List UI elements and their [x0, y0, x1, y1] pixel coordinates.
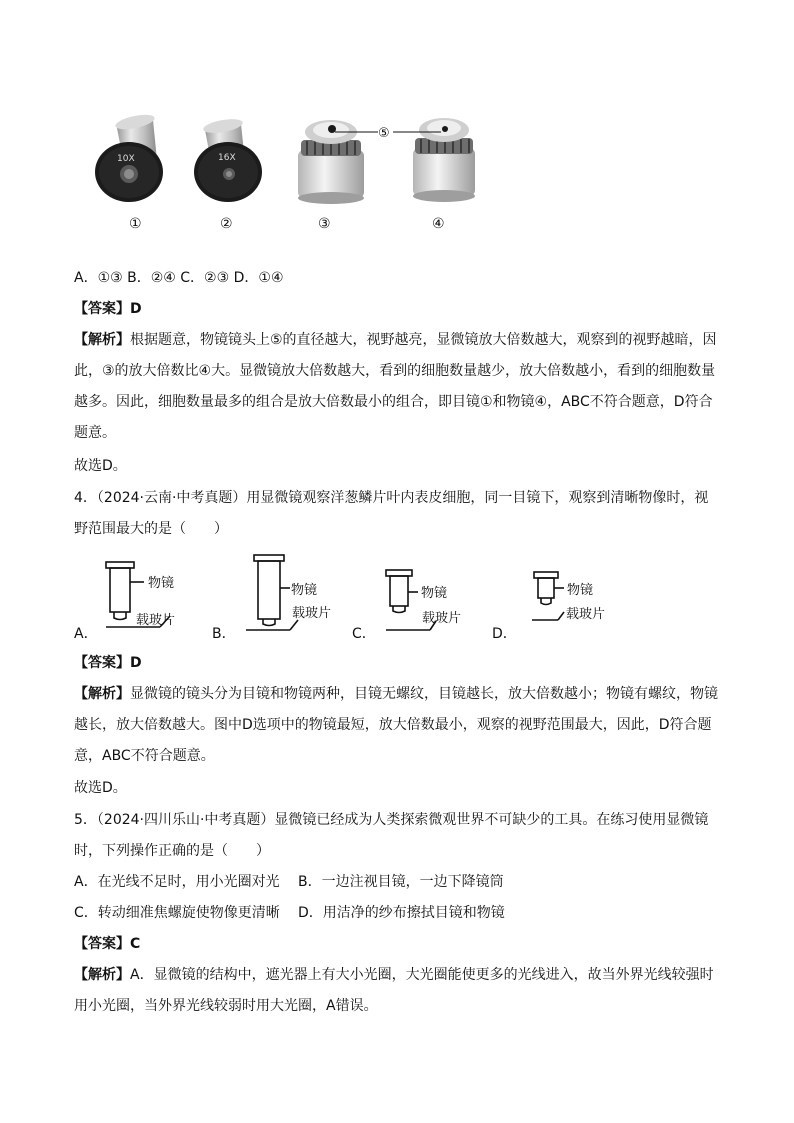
option-d-diagram — [532, 572, 564, 620]
q3-conclusion: 故选D。 — [74, 458, 127, 474]
objective-small — [413, 118, 475, 202]
q4-conclusion: 故选D。 — [74, 780, 127, 796]
objective-large — [298, 120, 364, 204]
q5-option-b: B．一边注视目镜，一边下降镜筒 — [298, 874, 504, 890]
q3-answer: 【答案】D — [74, 301, 142, 317]
q5-stem-line-1: 5．（2024·四川乐山·中考真题）显微镜已经成为人类探索微观世界不可缺少的工具。在练习使用显微镜 — [74, 812, 709, 828]
option-b-slide-label: 载玻片 — [292, 606, 332, 621]
analysis-text: 根据题意，物镜镜头上⑤的直径越大，视野越亮，显微镜放大倍数越大，观察到的视野越暗，因此，③的放大倍数比④大。显微镜放大倍数越大，看到的细胞数量越少，放大倍数越小，看到的细胞数量越多。因此，细胞数量最多的组合是放大倍数最小的组合，即目镜①和物镜④，ABC不符合题意，D符合题意。 — [74, 332, 717, 441]
option-c-objective-label: 物镜 — [421, 586, 448, 601]
q3-analysis — [74, 325, 724, 449]
analysis-tag: 【解析】 — [74, 967, 130, 983]
q4-stem-line-2: 野范围最大的是（ ） — [74, 521, 228, 537]
q5-option-c: C．转动细准焦螺旋使物像更清晰 — [74, 905, 280, 921]
eyepiece-1-mark: 10X — [117, 154, 135, 164]
q4-stem-line-1: 4．（2024·云南·中考真题）用显微镜观察洋葱鳞片叶内表皮细胞，同一目镜下，观察到清晰物像时，视 — [74, 490, 709, 506]
q5-answer: 【答案】C — [74, 936, 141, 952]
figure-caption-4: ④ — [432, 216, 445, 232]
option-a-letter: A． — [74, 626, 98, 642]
option-c-letter: C． — [352, 626, 376, 642]
figure-caption-3: ③ — [318, 216, 331, 232]
analysis-tag: 【解析】 — [74, 686, 130, 702]
q5-option-a: A．在光线不足时，用小光圈对光 — [74, 874, 280, 890]
option-b-objective-label: 物镜 — [291, 583, 318, 598]
figure-caption-2: ② — [220, 216, 233, 232]
analysis-text: A．显微镜的结构中，遮光器上有大小光圈，大光圈能使更多的光线进入，故当外界光线较强时用小光圈，当外界光线较弱时用大光圈，A错误。 — [74, 967, 714, 1014]
figure-caption-1: ① — [129, 216, 142, 232]
q4-answer: 【答案】D — [74, 655, 142, 671]
eyepiece-16x — [194, 117, 262, 202]
option-d-slide-label: 载玻片 — [566, 607, 606, 622]
callout-5-label: ⑤ — [378, 126, 390, 141]
analysis-text: 显微镜的镜头分为目镜和物镜两种，目镜无螺纹，目镜越长，放大倍数越小；物镜有螺纹，物镜越长，放大倍数越大。图中D选项中的物镜最短，放大倍数最小，观察的视野范围最大，因此，D符合题意，ABC不符合题意。 — [74, 686, 718, 764]
option-d-letter: D． — [492, 626, 517, 642]
analysis-tag: 【解析】 — [74, 332, 130, 348]
eyepiece-10x — [95, 112, 163, 202]
q3-options: A．①③ B．②④ C．②③ D．①④ — [74, 270, 284, 286]
option-a-objective-label: 物镜 — [148, 576, 175, 591]
q5-option-d: D．用洁净的纱布擦拭目镜和物镜 — [298, 905, 505, 921]
option-d-objective-label: 物镜 — [567, 583, 594, 598]
option-c-slide-label: 载玻片 — [422, 611, 462, 626]
option-a-slide-label: 载玻片 — [136, 613, 176, 628]
eyepiece-2-mark: 16X — [218, 153, 236, 163]
option-b-letter: B． — [212, 626, 236, 642]
q5-stem-line-2: 时，下列操作正确的是（ ） — [74, 843, 270, 859]
q4-analysis — [74, 679, 724, 772]
q5-analysis — [74, 960, 724, 1022]
